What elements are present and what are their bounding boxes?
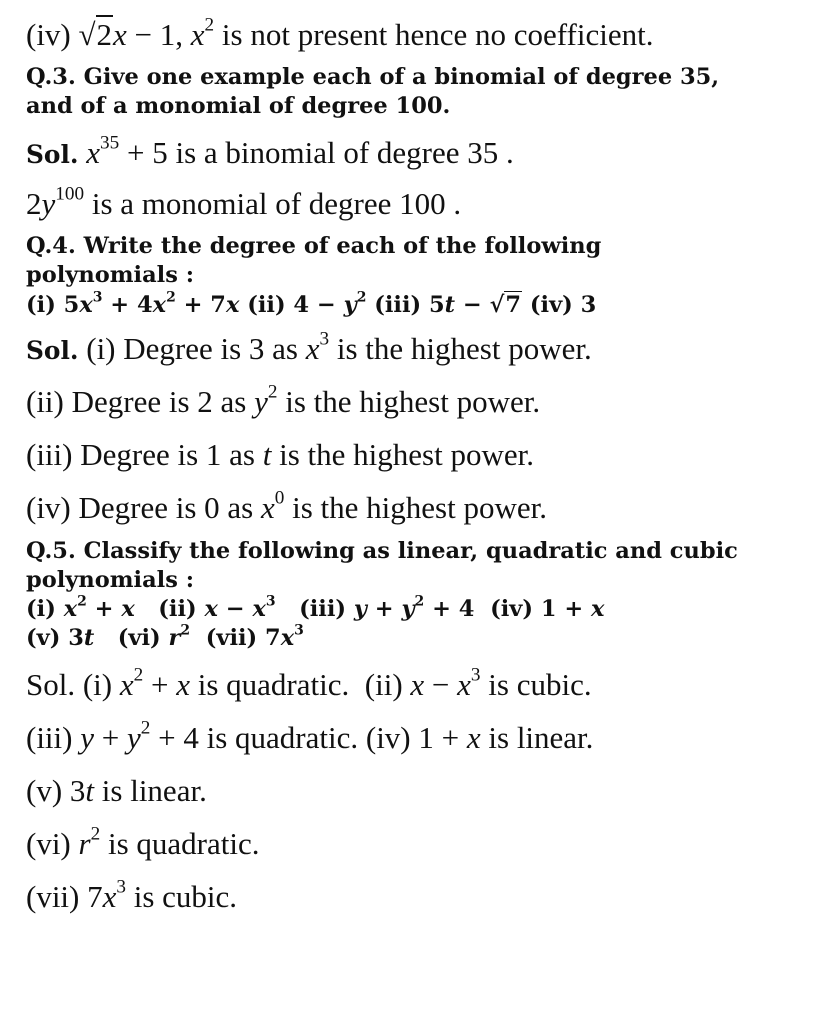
text: (iv) 1 +: [358, 719, 467, 755]
question-4-line-1: Q.4. Write the degree of each of the following: [26, 233, 602, 260]
math-var: t: [85, 772, 95, 808]
solution-4-iii: [26, 436, 826, 473]
radicand: 2: [96, 17, 113, 52]
text: is not present hence no coefficient.: [214, 17, 654, 52]
math-var: x: [79, 291, 93, 318]
text: +: [366, 596, 402, 623]
text: + 4: [424, 596, 475, 623]
solution-5-line-5: [26, 878, 826, 915]
solution-4-iv: [26, 489, 826, 526]
text: (iii) 5: [366, 291, 445, 318]
exponent: 2: [267, 381, 278, 403]
math-var: x: [466, 719, 481, 755]
exponent: 2: [356, 289, 367, 306]
text: + 4: [102, 291, 153, 318]
exponent: 2: [133, 664, 144, 686]
text: +: [86, 596, 122, 623]
question-5: [26, 537, 826, 654]
exponent: 3: [116, 876, 126, 898]
solution-5-line-1: [26, 666, 826, 703]
math-var: y: [254, 384, 268, 419]
exponent: 2: [180, 622, 191, 639]
exponent: 3: [92, 289, 103, 306]
math-var: t: [83, 625, 95, 652]
math-var: x: [225, 291, 240, 318]
math-var: x: [410, 666, 425, 702]
text: + 4 is quadratic.: [150, 719, 359, 755]
exponent: 2: [140, 717, 151, 739]
text: (vii) 7: [190, 625, 281, 652]
math-var: x: [121, 596, 135, 623]
math-var: x: [119, 666, 134, 702]
sol-label: Sol.: [26, 139, 79, 169]
math-var: y: [80, 719, 95, 755]
exponent: 3: [294, 622, 304, 639]
text: (iv) 1 +: [474, 596, 592, 623]
exponent: 2: [90, 823, 101, 845]
text: + 7: [175, 291, 226, 318]
text: − 1,: [126, 17, 191, 52]
line-iv-coefficient: [26, 16, 826, 53]
exponent: 35: [100, 132, 120, 154]
exponent: 2: [77, 593, 87, 610]
solution-5-line-4: [26, 825, 826, 862]
text: (ii): [134, 596, 205, 623]
exponent: 2: [204, 14, 215, 36]
math-var: r: [168, 625, 181, 652]
text: (vi): [94, 625, 169, 652]
text: (ii) 4 −: [239, 291, 344, 318]
math-var: y: [343, 291, 357, 318]
text: (iv): [26, 17, 79, 52]
math-var: x: [86, 134, 101, 170]
question-4-line-2: polynomials :: [26, 262, 195, 289]
math-var: x: [261, 490, 275, 526]
text: −: [424, 666, 458, 702]
text: +: [94, 719, 127, 755]
math-var: y: [401, 596, 415, 623]
text: (iv) 3: [522, 291, 597, 318]
text: (i) Degree is 3 as: [78, 330, 306, 366]
text: −: [455, 291, 490, 318]
math-var: x: [204, 596, 218, 623]
math-var: x: [252, 596, 266, 623]
text: (iv) Degree is 0 as: [26, 490, 261, 526]
text: is linear.: [480, 719, 594, 755]
text: (iii): [26, 719, 81, 755]
math-var: x: [591, 596, 605, 623]
exponent: 3: [470, 664, 481, 686]
solution-5-line-2: [26, 719, 826, 756]
sol-label: Sol.: [26, 335, 79, 365]
math-var: x: [152, 291, 167, 318]
text: (i): [26, 596, 64, 623]
solution-5-line-3: [26, 772, 826, 809]
math-var: x: [190, 17, 205, 52]
math-var: r: [78, 826, 91, 862]
text: is cubic.: [126, 879, 238, 915]
text: is the highest power.: [271, 437, 534, 473]
math-var: x: [176, 666, 190, 702]
question-5-line-1: Q.5. Classify the following as linear, quadratic and cubic: [26, 537, 738, 564]
text: is cubic.: [480, 666, 592, 702]
text: 2: [26, 185, 42, 221]
text: (v) 3: [26, 772, 86, 808]
math-var: x: [457, 666, 471, 702]
text: +: [143, 666, 177, 702]
text: is quadratic.: [100, 826, 260, 862]
text: is the highest power.: [277, 384, 541, 419]
text: (vi): [26, 826, 79, 862]
math-var: y: [353, 596, 367, 623]
question-5-items-row-2: [26, 624, 826, 653]
text: (v) 3: [26, 625, 84, 652]
math-var: x: [63, 596, 78, 623]
question-3: [26, 63, 826, 122]
sqrt-sign: √: [78, 17, 96, 52]
math-var: x: [102, 879, 117, 915]
radicand: 7: [505, 291, 522, 318]
math-var: x: [113, 17, 127, 52]
exponent: 0: [274, 487, 285, 509]
solution-3-monomial: [26, 185, 826, 222]
solution-4-ii: [26, 383, 826, 420]
question-3-line-2: and of a monomial of degree 100.: [26, 93, 451, 120]
text: is the highest power.: [329, 330, 592, 366]
text: (vii) 7: [26, 879, 103, 915]
solution-3-binomial: [26, 134, 826, 171]
sqrt-sign: √: [489, 291, 505, 318]
text: (ii) Degree is 2 as: [26, 384, 255, 419]
math-var: t: [444, 291, 456, 318]
exponent: 2: [166, 289, 176, 306]
exponent: 3: [265, 593, 276, 610]
text: (i) 5: [26, 291, 80, 318]
text: Sol. (i): [26, 666, 120, 702]
text: is the highest power.: [284, 490, 547, 526]
question-4: [26, 232, 826, 320]
text: (iii): [275, 596, 354, 623]
text: −: [217, 596, 253, 623]
exponent: 100: [55, 183, 85, 205]
question-4-polynomials: [26, 291, 826, 320]
math-var: t: [262, 437, 272, 473]
text: + 5 is a binomial of degree 35 .: [119, 134, 514, 170]
solution-4-i: [26, 330, 826, 367]
exponent: 2: [414, 593, 425, 610]
exponent: 3: [319, 328, 330, 350]
text: (iii) Degree is 1 as: [26, 437, 263, 473]
math-var: y: [41, 185, 56, 221]
math-var: x: [280, 625, 295, 652]
math-var: y: [127, 719, 141, 755]
text: is quadratic.: [190, 666, 350, 702]
question-5-items-row-1: [26, 595, 826, 624]
math-var: x: [305, 330, 320, 366]
text: (ii): [349, 666, 411, 702]
text: is a monomial of degree 100 .: [84, 185, 462, 221]
question-3-line-1: Q.3. Give one example each of a binomial of degree 35,: [26, 64, 720, 91]
text: is linear.: [94, 772, 207, 808]
question-5-line-2: polynomials :: [26, 566, 195, 593]
